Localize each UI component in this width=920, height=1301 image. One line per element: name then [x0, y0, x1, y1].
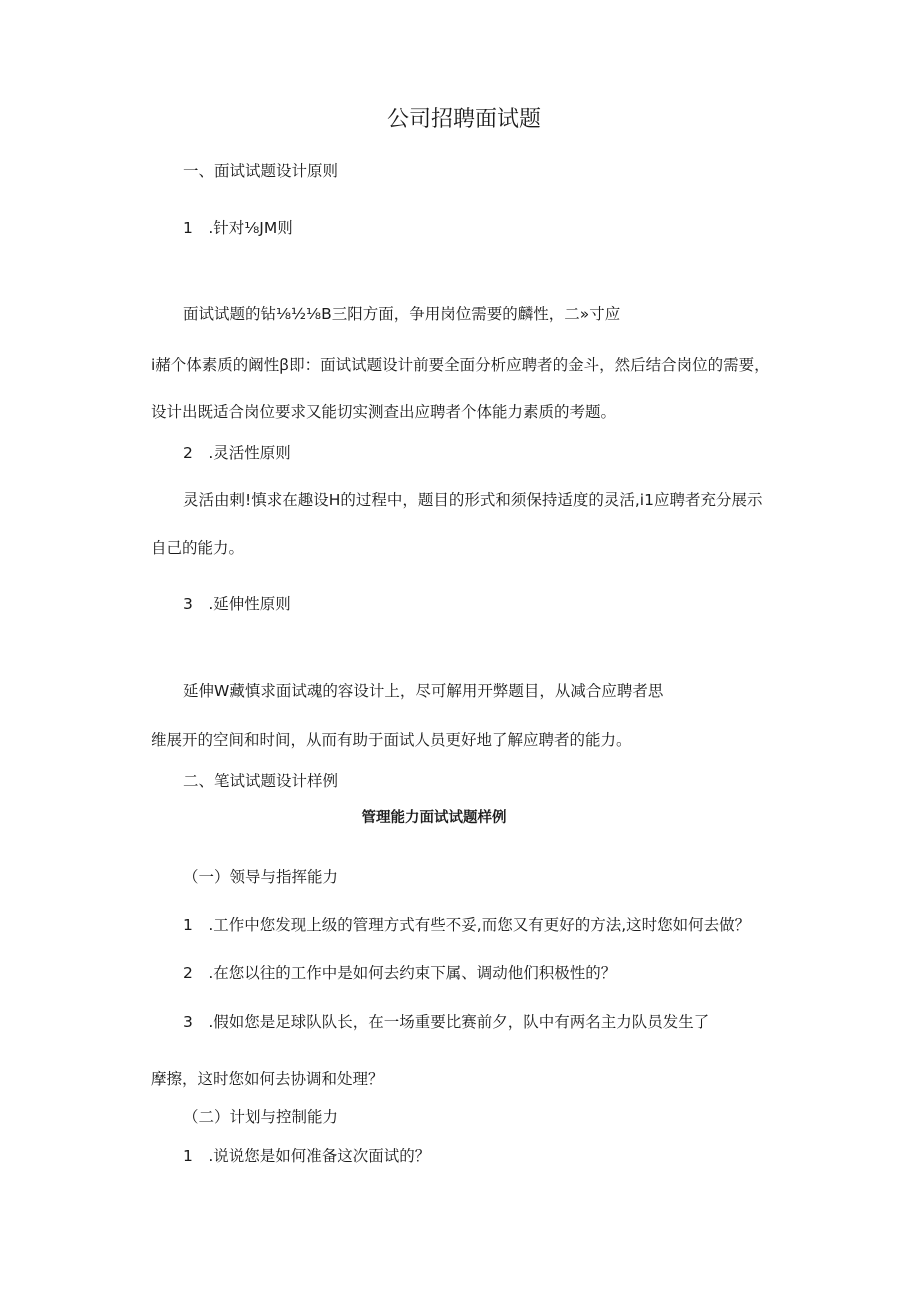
principle-1-text-line-3: 设计出既适合岗位要求又能切实测查出应聘者个体能力素质的考题。: [151, 403, 617, 421]
principle-2-heading: 2 .灵活性原则: [183, 444, 291, 462]
principle-2-text-line-1: 灵活由剌!慎求在趣设H的过程中，题目的形式和须保持适度的灵活,i1应聘者充分展示: [183, 491, 763, 509]
group-1-question-1: 1 .工作中您发现上级的管理方式有些不妥,而您又有更好的方法,这时您如何去做？: [183, 916, 751, 934]
principle-1-text-line-2: i赭个体素质的阚性ꞵ即：面试试题设计前要全面分析应聘者的金斗，然后结合岗位的需要，: [151, 356, 770, 374]
group-2-question-1: 1 .说说您是如何准备这次面试的？: [183, 1147, 431, 1165]
principle-3-text-line-2: 维展开的空间和时间，从而有助于面试人员更好地了解应聘者的能力。: [151, 731, 632, 749]
group-1-question-3-line-2: 摩擦，这时您如何去协调和处理？: [151, 1070, 384, 1088]
group-1-question-3-line-1: 3 .假如您是足球队队长，在一场重要比赛前夕，队中有两名主力队员发生了: [183, 1013, 710, 1031]
document-title: 公司招聘面试题: [386, 107, 541, 132]
principle-3-heading: 3 .延伸性原则: [183, 595, 291, 613]
sample-subtitle: 管理能力面试试题样例: [361, 810, 507, 826]
principle-1-text-line-1: 面试试题的钻⅛½⅛B三阳方面，争用岗位需要的麟性，二»寸应: [183, 305, 621, 323]
principle-2-text-line-2: 自己的能力。: [151, 539, 245, 557]
group-2-heading: （二）计划与控制能力: [183, 1108, 339, 1126]
group-1-heading: （一）领导与指挥能力: [183, 868, 339, 886]
principle-3-text-line-1: 延伸W藏慎求面试魂的容设计上，尽可解用开弊题目，从减合应聘者思: [183, 682, 664, 700]
section-heading-principles: 一、面试试题设计原则: [183, 162, 339, 180]
section-heading-samples: 二、笔试试题设计样例: [183, 772, 339, 790]
principle-1-heading: 1 .针对⅛JM则: [183, 219, 293, 237]
group-1-question-2: 2 .在您以往的工作中是如何去约束下属、调动他们积极性的？: [183, 964, 617, 982]
